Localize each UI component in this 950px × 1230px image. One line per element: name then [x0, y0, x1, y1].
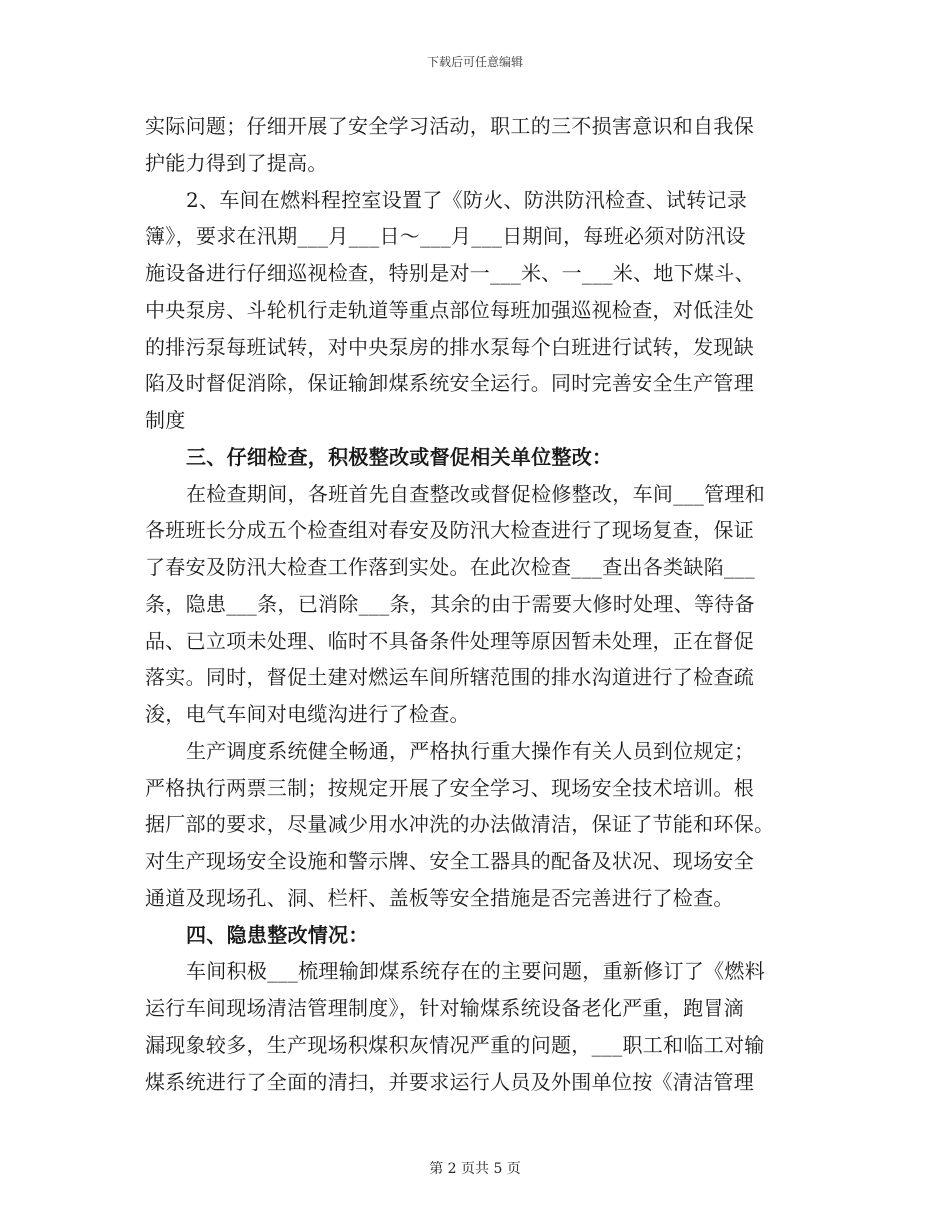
text-line: 护能力得到了提高。	[145, 150, 328, 175]
text-line: 对生产现场安全设施和警示牌、安全工器具的配备及状况、现场安全	[145, 849, 754, 873]
text-line: 在检查期间，各班首先自查整改或督促检修整改，车间___管理和	[186, 481, 765, 506]
section-heading: 四、隐患整改情况：	[186, 922, 369, 947]
text-line: 簿》，要求在汛期___月___日～___月___日期间，每班必须对防汛设	[145, 224, 746, 249]
text-line: 生产调度系统健全畅通，严格执行重大操作有关人员到位规定；	[186, 738, 755, 763]
text-line: 施设备进行仔细巡视检查，特别是对一___米、一___米、地下煤斗、	[145, 261, 755, 285]
text-line: 严格执行两票三制；按规定开展了安全学习、现场安全技术培训。根	[145, 775, 754, 800]
text-line: 条，隐患___条，已消除___条，其余的由于需要大修时处理、等待备	[145, 591, 755, 616]
text-line: 陷及时督促消除，保证输卸煤系统安全运行。同时完善安全生产管理	[145, 371, 754, 396]
text-line: 了春安及防汛大检查工作落到实处。在此次检查___查出各类缺陷___	[145, 555, 755, 579]
text-line: 据厂部的要求，尽量减少用水冲洗的办法做清洁，保证了节能和环保。	[145, 812, 775, 837]
text-line: 品、已立项未处理、临时不具备条件处理等原因暂未处理，正在督促	[145, 628, 754, 653]
text-line: 中央泵房、斗轮机行走轨道等重点部位每班加强巡视检查，对低洼处	[145, 297, 754, 322]
text-line: 运行车间现场清洁管理制度》，针对输煤系统设备老化严重，跑冒滴	[145, 996, 744, 1020]
document-body	[145, 108, 805, 1100]
text-line: 通道及现场孔、洞、栏杆、盖板等安全措施是否完善进行了检查。	[145, 885, 734, 910]
page-footer: 第 2 页共 5 页	[429, 1161, 521, 1177]
text-line: 的排污泵每班试转，对中央泵房的排水泵每个白班进行试转，发现缺	[145, 334, 754, 359]
text-line: 2、车间在燃料程控室设置了《防火、防洪防汛检查、试转记录	[186, 187, 748, 212]
text-line: 车间积极___梳理输卸煤系统存在的主要问题，重新修订了《燃料	[186, 959, 765, 984]
text-line: 实际问题；仔细开展了安全学习活动，职工的三不损害意识和自我保	[145, 114, 754, 138]
text-line: 落实。同时，督促土建对燃运车间所辖范围的排水沟道进行了检查疏	[145, 665, 754, 690]
text-line: 煤系统进行了全面的清扫，并要求运行人员及外围单位按《清洁管理	[145, 1069, 754, 1094]
text-line: 各班班长分成五个检查组对春安及防汛大检查进行了现场复查，保证	[145, 518, 754, 543]
text-line: 制度	[145, 408, 186, 432]
text-line: 浚，电气车间对电缆沟进行了检查。	[145, 702, 470, 726]
section-heading: 三、仔细检查，积极整改或督促相关单位整改：	[186, 444, 613, 469]
text-line: 漏现象较多，生产现场积煤积灰情况严重的问题，___职工和临工对输	[145, 1032, 765, 1057]
header-note: 下载后可任意编辑	[426, 55, 523, 69]
